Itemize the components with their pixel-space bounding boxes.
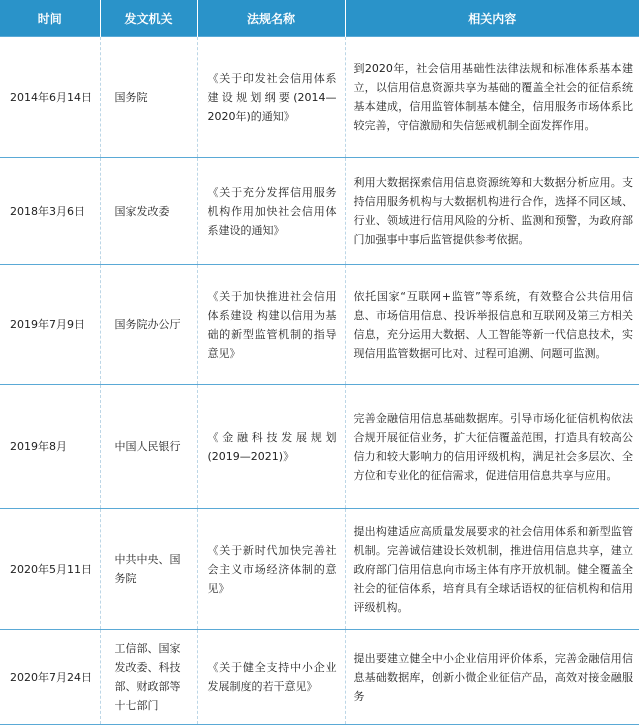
row-content: 提出构建适应高质量发展要求的社会信用体系和新型监管机制。完善诚信建设长效机制，推进信用信息共享，建立政府部门信用信息向市场主体有序开放机制。健全覆盖全社会的征信体系，培育具有全球话语权的征信机构和信用评级机构。 xyxy=(345,509,639,630)
row-date: 2020年7月24日 xyxy=(0,630,100,725)
row-title: 《关于充分发挥信用服务机构作用加快社会信用体系建设的通知》 xyxy=(197,158,345,265)
table-header-row xyxy=(0,0,639,37)
row-issuer: 中共中央、国务院 xyxy=(100,509,197,630)
row-date: 2014年6月14日 xyxy=(0,37,100,158)
row-date: 2019年7月9日 xyxy=(0,265,100,385)
row-issuer: 工信部、国家发改委、科技部、财政部等十七部门 xyxy=(100,630,197,725)
row-date: 2018年3月6日 xyxy=(0,158,100,265)
table-row xyxy=(0,509,639,630)
row-issuer: 中国人民银行 xyxy=(100,385,197,509)
table-row xyxy=(0,630,639,725)
header-content: 相关内容 xyxy=(345,0,639,37)
row-title: 《关于印发社会信用体系建设规划纲要(2014—2020年)的通知》 xyxy=(197,37,345,158)
row-title: 《关于加快推进社会信用体系建设 构建以信用为基础的新型监管机制的指导意见》 xyxy=(197,265,345,385)
row-title: 《关于新时代加快完善社会主义市场经济体制的意见》 xyxy=(197,509,345,630)
row-issuer: 国务院办公厅 xyxy=(100,265,197,385)
table-row xyxy=(0,158,639,265)
row-content: 完善金融信用信息基础数据库。引导市场化征信机构依法合规开展征信业务，扩大征信覆盖范围，打造具有较高公信力和较大影响力的信用评级机构，满足社会多层次、全方位和专业化的征信需求，促进信用信息共享与应用。 xyxy=(345,385,639,509)
table-row xyxy=(0,265,639,385)
row-content: 提出要建立健全中小企业信用评价体系，完善金融信用信息基础数据库，创新小微企业征信产品，高效对接金融服务 xyxy=(345,630,639,725)
row-date: 2019年8月 xyxy=(0,385,100,509)
row-title: 《关于健全支持中小企业发展制度的若干意见》 xyxy=(197,630,345,725)
row-content: 到2020年，社会信用基础性法律法规和标准体系基本建立，以信用信息资源共享为基础的覆盖全社会的征信系统基本建成，信用监管体制基本健全，信用服务市场体系比较完善，守信激励和失信惩戒机制全面发挥作用。 xyxy=(345,37,639,158)
row-content: 利用大数据探索信用信息资源统筹和大数据分析应用。支持信用服务机构与大数据机构进行合作，选择不同区域、行业、领域进行信用风险的分析、监测和预警，为政府部门加强事中事后监管提供参考依据。 xyxy=(345,158,639,265)
table-row xyxy=(0,37,639,158)
row-title: 《金融科技发展规划(2019—2021)》 xyxy=(197,385,345,509)
row-content: 依托国家“互联网+监管”等系统，有效整合公共信用信息、市场信用信息、投诉举报信息和互联网及第三方相关信息，充分运用大数据、人工智能等新一代信息技术，实现信用监管数据可比对、过程可追溯、问题可监测。 xyxy=(345,265,639,385)
header-date: 时间 xyxy=(0,0,100,37)
row-issuer: 国务院 xyxy=(100,37,197,158)
row-date: 2020年5月11日 xyxy=(0,509,100,630)
table-row xyxy=(0,385,639,509)
header-title: 法规名称 xyxy=(197,0,345,37)
header-issuer: 发文机关 xyxy=(100,0,197,37)
row-issuer: 国家发改委 xyxy=(100,158,197,265)
